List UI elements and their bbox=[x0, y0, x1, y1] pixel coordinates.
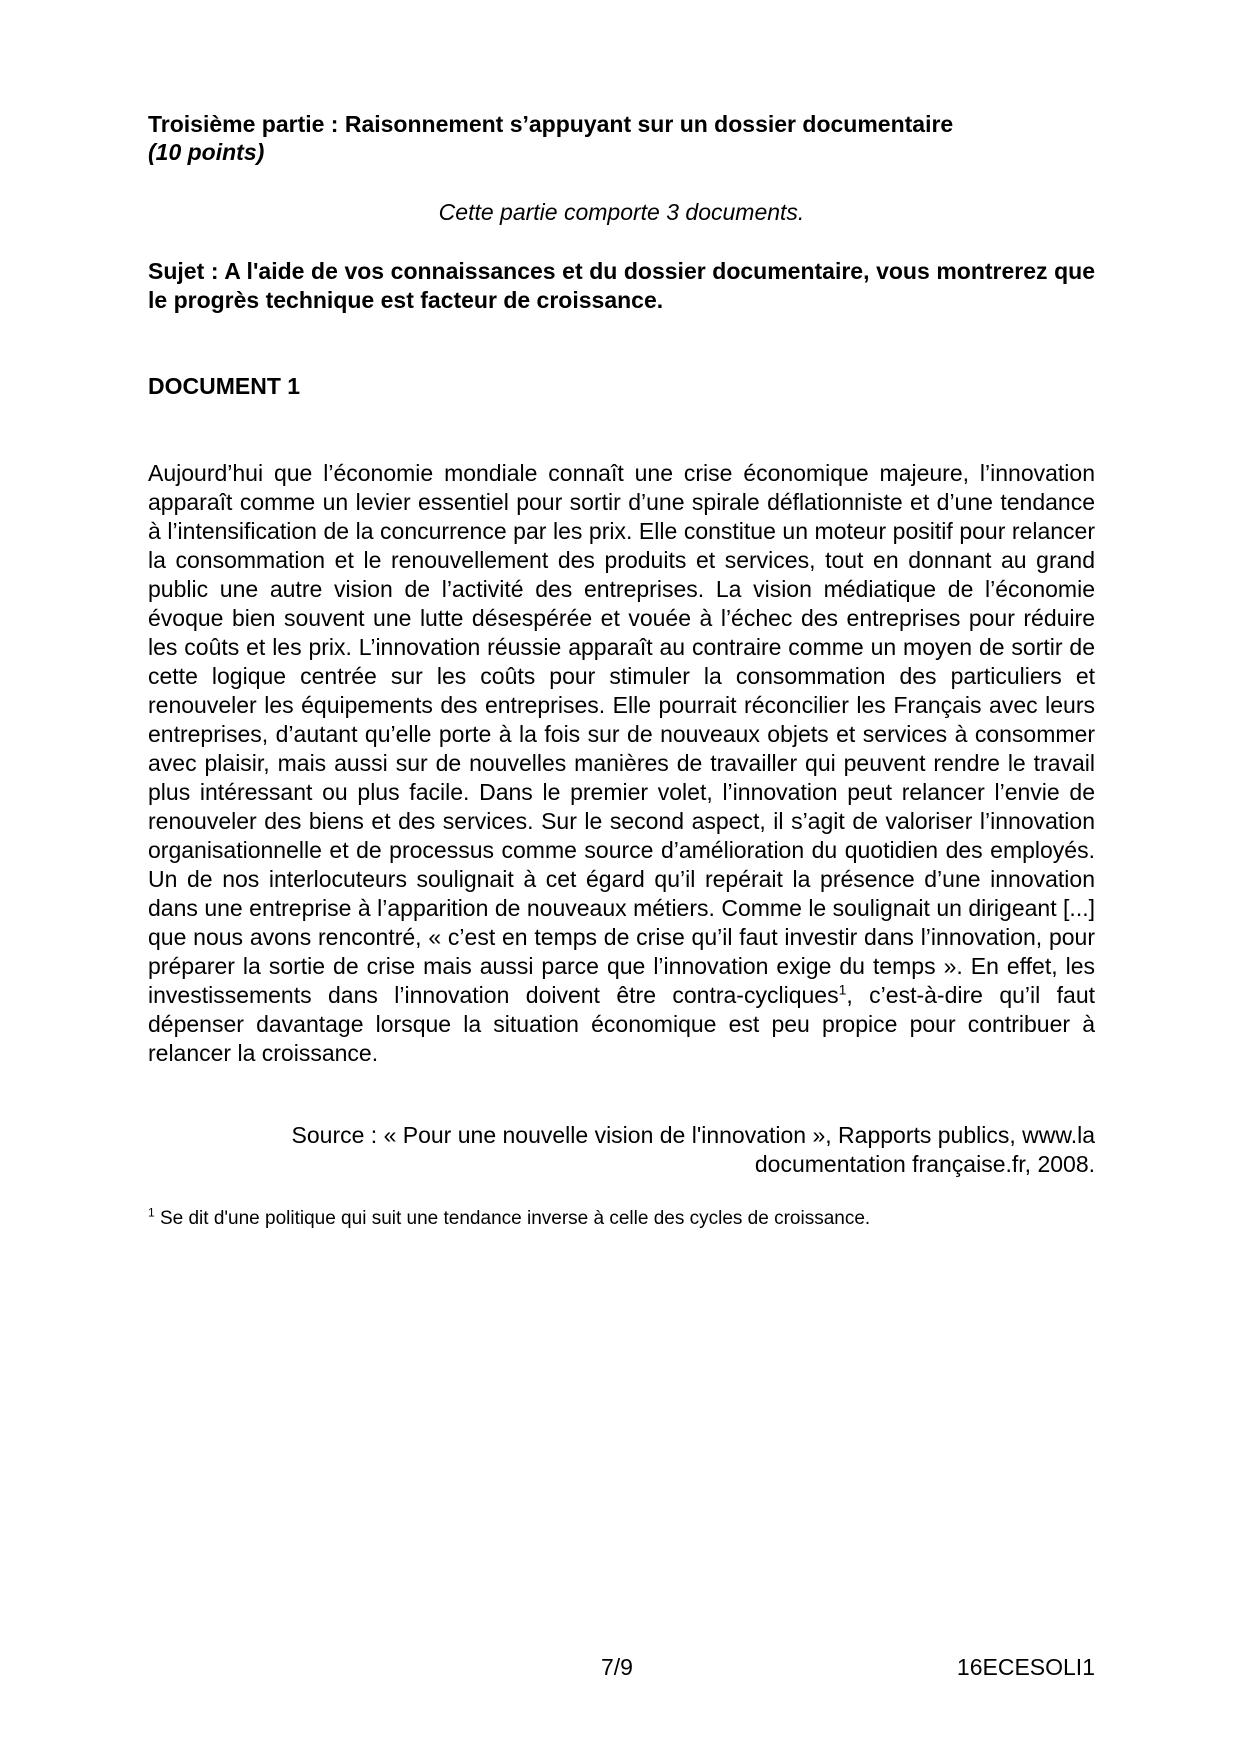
sujet-text: A l'aide de vos connaissances et du dossier documentaire, vous montrerez que le progrès technique est facteur de croissance. bbox=[148, 258, 1095, 313]
document-page bbox=[148, 0, 1095, 1754]
page-number: 7/9 bbox=[601, 1654, 633, 1680]
section-points: (10 points) bbox=[148, 139, 265, 165]
sujet-label: Sujet : bbox=[148, 258, 219, 284]
footnote bbox=[148, 1207, 1095, 1231]
source-line-1: Source : « Pour une nouvelle vision de l'innovation », Rapports publics, www.la bbox=[291, 1122, 1095, 1148]
document-body bbox=[148, 459, 1095, 1068]
footnote-reference: 1 bbox=[838, 981, 847, 998]
document-title: DOCUMENT 1 bbox=[148, 373, 301, 399]
section-heading bbox=[148, 110, 1095, 166]
source-line-2: documentation française.fr, 2008. bbox=[754, 1151, 1095, 1177]
intro-text: Cette partie comporte 3 documents. bbox=[438, 199, 805, 225]
sujet-paragraph bbox=[148, 257, 1095, 315]
document-body-part2: , c’est-à-dire qu’il faut dépenser davantage lorsque la situation économique est peu propice pour contribuer à relancer la croissance. bbox=[148, 982, 1096, 1066]
section-title: Troisième partie : Raisonnement s’appuyant sur un dossier documentaire bbox=[148, 111, 954, 137]
document-source bbox=[148, 1121, 1095, 1179]
document-code: 16ECESOLI1 bbox=[956, 1654, 1095, 1680]
footnote-number: 1 bbox=[148, 1205, 155, 1220]
footnote-text: Se dit d'une politique qui suit une tendance inverse à celle des cycles de croissance. bbox=[154, 1208, 871, 1229]
document-body-part1: Aujourd’hui que l’économie mondiale connaît une crise économique majeure, l’innovation apparaît comme un levier essentiel pour sortir d’une spirale déflationniste et d’une tendance à l’intensification de la concurrence par les prix. Elle constitue un moteur positif pour relancer la consommation et le renouvellement des produits et services, tout en donnant au grand public une autre vision de l’activité des entreprises. La vision médiatique de l’économie évoque bien souvent une lutte désespérée et vouée à l’échec des entreprises pour réduire les coûts et les prix. L’innovation réussie apparaît au contraire comme un moyen de sortir de cette logique centrée sur les coûts pour stimuler la consommation des particuliers et renouveler les équipements des entreprises. Elle pourrait réconcilier les Français avec leurs entreprises, d’autant qu’elle porte à la fois sur de nouveaux objets et services à consommer avec plaisir, mais aussi sur de nouvelles manières de travailler qui peuvent rendre le travail plus intéressant ou plus facile. Dans le premier volet, l’innovation peut relancer l’envie de renouveler des biens et des services. Sur le second aspect, il s’agit de valoriser l’innovation organisationnelle et de processus comme source d’amélioration du quotidien des employés. Un de nos interlocuteurs soulignait à cet égard qu’il repérait la présence d’une innovation dans une entreprise à l’apparition de nouveaux métiers. Comme le soulignait un dirigeant [...] que nous avons rencontré, « c’est en temps de crise qu’il faut investir dans l’innovation, pour préparer la sortie de crise mais aussi parce que l’innovation exige du temps ». En effet, les investissements dans l’innovation doivent être contra-cycliques bbox=[148, 460, 1095, 1008]
